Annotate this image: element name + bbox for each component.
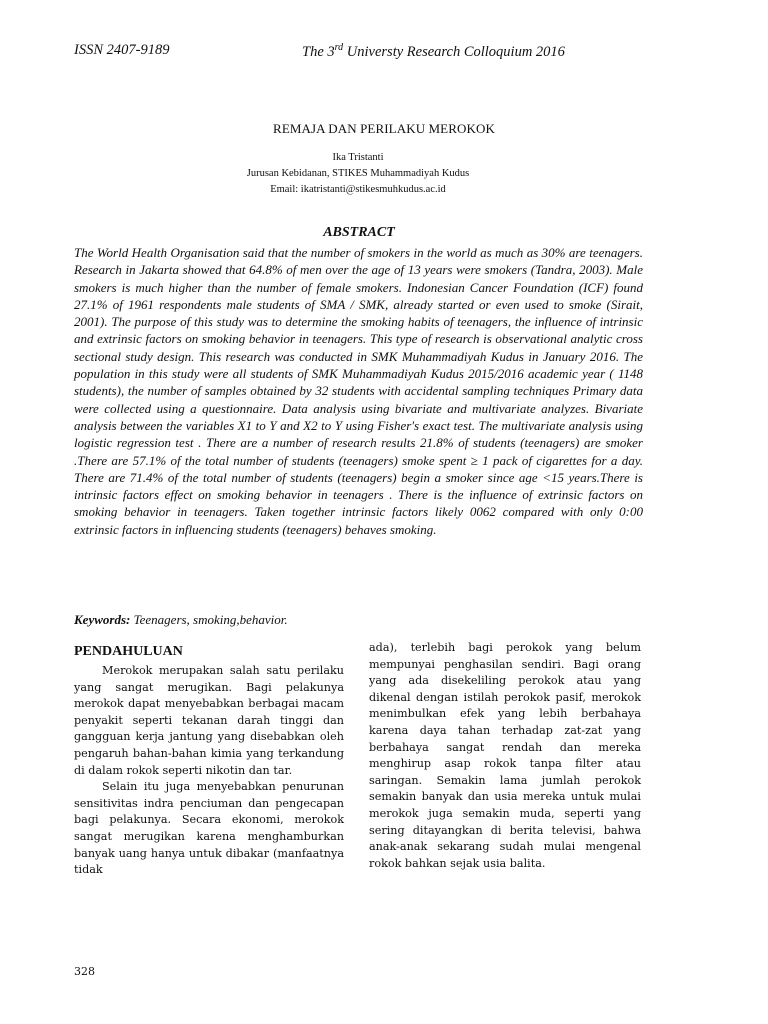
body-column-left	[74, 663, 344, 879]
author-affiliation: Jurusan Kebidanan, STIKES Muhammadiyah Kudus	[246, 168, 470, 179]
paragraph: Merokok merupakan salah satu perilaku yang sangat merugikan. Bagi pelakunya merokok dapat menyebabkan berbagai macam penyakit seperti tekanan darah tinggi dan gangguan kerja jantung yang disebabkan oleh pengaruh bahan-bahan kimia yang terkandung di dalam rokok seperti nikotin dan tar.	[74, 664, 344, 777]
paragraph-part: ada), terlebih bagi perokok yang belum mempunyai penghasilan sendiri. Bagi orang yang ada disekeliling perokok atau yang dikenal dengan istilah perokok pasif, merokok menimbulkan efek yang lebih berbahaya karena daya tahan terhadap zat-zat yang berbahaya sangat rendah dan mereka menghirup asap rokok tanpa filter atau saringan.	[369, 641, 641, 787]
keywords-label: Keywords:	[74, 612, 131, 627]
journal-name-superscript: rd	[334, 42, 344, 53]
journal-name	[302, 42, 565, 61]
journal-name-suffix: Universty Research Colloquium 2016	[343, 43, 565, 60]
author-email: Email: ikatristanti@stikesmuhkudus.ac.id	[270, 184, 446, 195]
journal-name-prefix: The 3	[302, 43, 335, 60]
body-column-right	[369, 640, 641, 872]
running-header	[74, 42, 694, 62]
keywords-text: Teenagers, smoking,behavior.	[130, 612, 288, 627]
abstract-text: The World Health Organisation said that the number of smokers in the world as much as 30% are teenagers. Research in Jakarta showed that 64.8% of men over the age of 13 years were smokers (Tandra, 2003). Male smokers is much higher than the number of female smokers. Indonesian Cancer Foundation (ICF) found 27.1% of 1961 respondents male students of SMA / SMK, already started or even used to smoke (Sirait, 2001). The purpose of this study was to determine the smoking habits of teenagers, the influence of intrinsic and extrinsic factors on smoking behavior in teenagers. This type of research is observational analytic cross sectional study design. This research was conducted in SMK Muhammadiyah Kudus in January 2016. The population in this study were all students of SMK Muhammadiyah Kudus 2015/2016 academic year ( 1148 students), the number of samples obtained by 32 students with accidental sampling techniques Primary data were collected using a questionnaire. Data analysis using bivariate and multivariate analyzes. Bivariate analysis between the variables X1 to Y and X2 to Y using Fisher's exact test. The multivariate analysis using logistic regression test . There are a number of research results 21.8% of students (teenagers) are smoker .There are 57.1% of the total number of students (teenagers) smoke spent ≥ 1 pack of cigarettes for a day. There are 71.4% of the total number of students (teenagers) begin a smoker since age <15 years.There is intrinsic factors effect on smoking behavior in teenagers . There is the influence of extrinsic factors on smoking behavior in teenagers. Taken together intrinsic factors likely 0062 compared with only 0:00 extrinsic factors in influencing students (teenagers) behaves smoking.	[74, 245, 643, 537]
issn-label: ISSN 2407-9189	[74, 42, 170, 58]
section-heading: PENDAHULUAN	[74, 644, 183, 659]
author-block	[0, 150, 716, 198]
paragraph: Selain itu juga menyebabkan penurunan sensitivitas indra penciuman dan pengecapan bagi pelakunya. Secara ekonomi, merokok sangat merugikan karena menghamburkan banyak uang hanya untuk dibakar (manfaatnya tidak	[74, 780, 344, 877]
paragraph	[369, 640, 641, 872]
author-name: Ika Tristanti	[332, 152, 384, 163]
keywords-line	[74, 611, 643, 629]
article-title: REMAJA DAN PERILAKU MEROKOK	[273, 121, 495, 136]
paragraph-part: Semakin lama jumlah perokok semakin banyak dan usia mereka untuk mulai merokok juga semakin muda, seperti yang sering ditayangkan di berita televisi, bahwa anak-anak sekarang sudah mulai mengenal rokok bahkan sejak usia balita.	[369, 773, 641, 870]
page-number: 328	[74, 965, 95, 978]
abstract-heading: ABSTRACT	[323, 225, 395, 240]
